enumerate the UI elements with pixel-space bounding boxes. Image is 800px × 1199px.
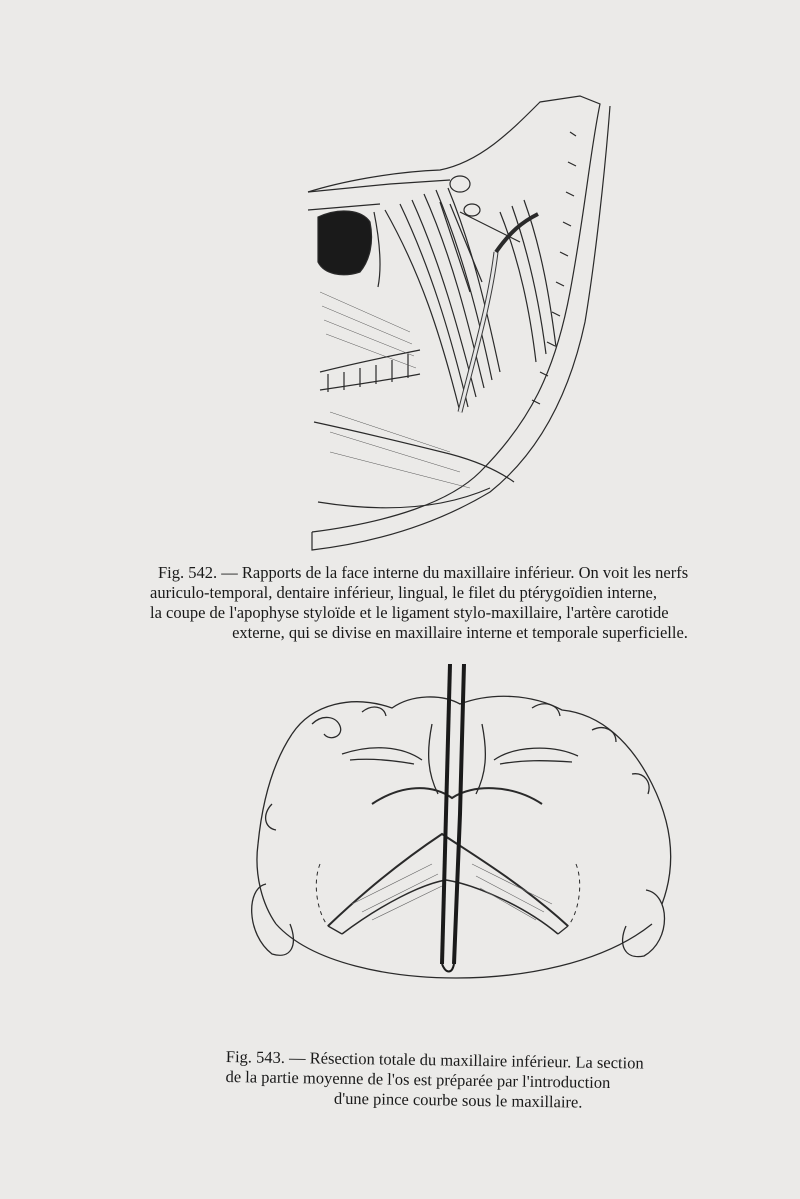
caption-line: externe, qui se divise en maxillaire interne et temporale superficielle. <box>232 623 688 642</box>
caption-line: auriculo-temporal, dentaire inférieur, lingual, le filet du ptérygoïdien interne, <box>150 583 657 602</box>
figure-542-caption <box>150 563 770 643</box>
caption-line: la coupe de l'apophyse styloïde et le ligament stylo-maxillaire, l'artère carotide <box>150 603 669 622</box>
figure-543-caption <box>225 1047 692 1114</box>
figure-542-illustration <box>300 92 612 554</box>
caption-line: d'une pince courbe sous le maxillaire. <box>333 1088 583 1112</box>
caption-line: Fig. 542. — Rapports de la face interne du maxillaire inférieur. On voit les nerfs <box>158 563 689 582</box>
caption-line: de la partie moyenne de l'os est préparée par l'introduction <box>225 1066 611 1093</box>
figure-543-illustration <box>232 664 680 982</box>
caption-line: Fig. 543. — Résection totale du maxillaire inférieur. La section <box>225 1047 644 1073</box>
